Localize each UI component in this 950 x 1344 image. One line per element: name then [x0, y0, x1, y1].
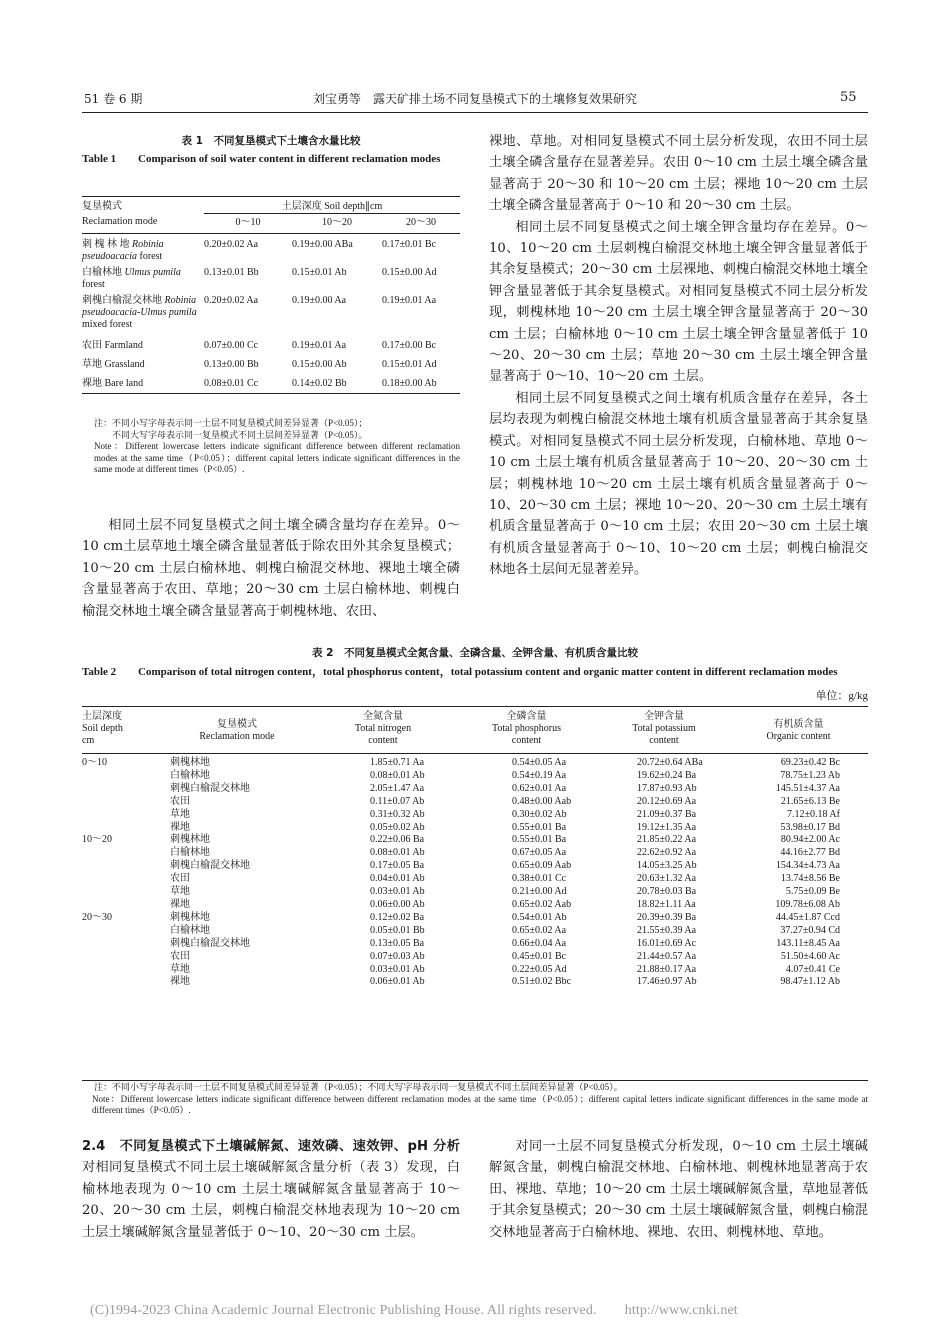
paragraph-alkali-nitrogen: 对同一土层不同复垦模式分析发现，0～10 cm 土层土壤碱解氮含量，刺槐白榆混交林地、白榆林地、刺槐林地显著高于农田、裸地、草地；10～20 cm 土层土壤碱解氮含量，草地显著低于其余复垦模式；20～30 cm 土层土壤碱解氮含量，刺槐白榆混交林地显著高于白榆林地、裸地、农田、刺槐林地、草地。 [489, 1139, 868, 1240]
right-column-text [489, 131, 868, 581]
t2-head-om: 有机质含量 Organic content [766, 719, 831, 742]
t2-row [82, 873, 868, 886]
t1-row: 农田 Farmland 0.07±0.00 Cc 0.19±0.01 Aa 0.17±0.00 Bc [82, 340, 437, 351]
t2-cell-d [82, 938, 162, 951]
t2-cell-m: 刺槐林地 [170, 757, 210, 768]
paragraph-total-potassium: 相同土层不同复垦模式之间土壤全钾含量均存在差异。0～10、10～20 cm 土层刺槐白榆混交林地土壤全钾含量显著低于其余复垦模式；20～30 cm 土层裸地、刺槐白榆混交林地土壤全钾含量显著低于其余复垦模式。对相同复垦模式不同土层分析发现，刺槐林地 10～20 cm 土层土壤全钾含量显著高于 20～30 cm 土层；白榆林地 0～10 cm 土层土壤全钾含量显著低于 10～20、20～30 cm 土层；草地 20～30 cm 土层土壤全钾含量显著高于 0～10、10～20 cm 土层。 [489, 219, 868, 385]
t2-cell-n: 0.17±0.05 Ba [370, 860, 425, 872]
t2-cell-d [82, 899, 162, 912]
t1-row: 刺槐白榆混交林地 Robinia pseudoacacia-Ulmus pumila mixed forest 0.20±0.02 Aa 0.19±0.00 Aa 0.19±0.01 Aa [82, 295, 437, 330]
t2-cell-om: 13.74±8.56 Be [780, 873, 840, 885]
t2-cell-om: 44.45±1.87 Ccd [775, 911, 840, 923]
t2-cell-p: 0.62±0.01 Aa [512, 782, 567, 794]
t2-cell-m: 白榆林地 [170, 847, 210, 859]
t2-cell-p: 0.65±0.02 Aa [512, 924, 567, 936]
t2-cell-p: 0.54±0.01 Ab [512, 911, 567, 923]
t2-cell-p: 0.55±0.01 Ba [512, 834, 567, 846]
t2-cell-n: 0.08±0.01 Ab [370, 847, 425, 859]
t2-row [82, 754, 868, 770]
section-2-4 [82, 1136, 460, 1243]
t2-cell-k: 21.44±0.57 Aa [637, 950, 697, 962]
table1-caption-en: Table 1 Comparison of soil water content in different reclamation modes [82, 153, 441, 165]
t2-cell-d [82, 796, 162, 809]
t2-cell-d [82, 964, 162, 977]
t2-cell-om: 154.34±4.73 Aa [775, 860, 840, 872]
t2-row [82, 964, 868, 977]
t2-head-k: 全钾含量 Total potassium content [632, 711, 696, 746]
table2-caption-en: Table 2 Comparison of total nitrogen content，total phosphorus content，total potassium content and organic matter content in different reclamation modes [82, 666, 838, 678]
t2-cell-om: 7.12±0.18 Af [787, 808, 840, 820]
t2-cell-p: 0.45±0.01 Bc [512, 950, 567, 962]
t2-cell-om: 53.98±0.17 Bd [780, 821, 840, 833]
t2-cell-m: 农田 [170, 873, 190, 885]
t2-cell-k: 21.09±0.37 Ba [637, 808, 697, 820]
t2-cell-d [82, 770, 162, 783]
t2-row [82, 925, 868, 938]
table2-unit: 单位：g/kg [815, 690, 868, 702]
t2-cell-k: 20.39±0.39 Ba [637, 911, 697, 923]
t2-cell-p: 0.66±0.04 Aa [512, 937, 567, 949]
t2-cell-n: 2.05±1.47 Aa [370, 782, 425, 794]
copyright-footer: (C)1994-2023 China Academic Journal Electronic Publishing House. All rights reserved. http://www.cnki.net [90, 1303, 738, 1318]
t2-cell-p: 0.38±0.01 Cc [512, 873, 567, 885]
table1-note: 注：不同小写字母表示同一土层不同复垦模式间差异显著（P<0.05）； 不同大写字母表示同一复垦模式不同土层间差异显著（P<0.05）。 Note：Different lowercase letters indicate significant difference between different reclamation modes at the same time（P<0.05）；different capital letters indicate significant differences in the same mode at different times（P<0.05）. [94, 418, 460, 474]
t2-cell-p: 0.55±0.01 Ba [512, 821, 567, 833]
table2 [82, 707, 868, 989]
t2-cell-p: 0.67±0.05 Aa [512, 847, 567, 859]
t2-cell-m: 刺槐林地 [170, 834, 210, 846]
t2-head-depth: 土层深度 Soil depth cm [82, 711, 123, 746]
t2-cell-m: 刺槐白榆混交林地 [170, 937, 250, 949]
t1-row: 刺 槐 林 地 Robinia pseudoacacia forest 0.20±0.02 Aa 0.19±0.00 ABa 0.17±0.01 Bc [82, 239, 437, 262]
t2-cell-d [82, 873, 162, 886]
t2-cell-n: 0.13±0.05 Ba [370, 937, 425, 949]
t2-cell-p: 0.54±0.05 Aa [512, 757, 567, 768]
t2-cell-om: 145.51±4.37 Aa [775, 782, 840, 794]
paragraph-organic-matter: 相同土层不同复垦模式之间土壤有机质含量存在差异，各土层均表现为刺槐白榆混交林地土壤有机质含量显著高于其余复垦模式。对相同复垦模式不同土层分析发现，白榆林地、草地 0～10 cm 土层土壤有机质含量显著高于 10～20、20～30 cm 土层；刺槐林地 10～20 cm 土层土壤有机质含量显著高于 0～10、20～30 cm 土层；裸地 10～20、20～30 cm 土层土壤有机质含量显著高于 0～10 cm 土层；农田 20～30 cm 土层土壤有机质含量显著高于 0～10、10～20 cm 土层；刺槐白榆混交林地各土层间无显著差异。 [489, 390, 868, 578]
t2-cell-d [82, 809, 162, 822]
t1-head-mode-en: Reclamation mode [82, 214, 204, 234]
t2-cell-m: 白榆林地 [170, 924, 210, 936]
t1-head-mode-cn: 复垦模式 [82, 201, 122, 212]
t2-cell-n: 0.06±0.01 Ab [370, 976, 425, 988]
t2-cell-m: 农田 [170, 795, 190, 807]
t2-cell-n: 0.08±0.01 Ab [370, 769, 425, 781]
t2-cell-om: 21.65±6.13 Be [780, 795, 840, 807]
t2-cell-n: 0.07±0.03 Ab [370, 950, 425, 962]
t2-row [82, 912, 868, 925]
t2-cell-m: 草地 [170, 963, 190, 975]
t2-cell-d: 0～10 [82, 757, 107, 768]
t2-cell-om: 78.75±1.23 Ab [780, 769, 840, 781]
t2-row [82, 809, 868, 822]
t2-cell-d: 10～20 [82, 834, 112, 846]
t2-cell-k: 20.72±0.64 ABa [637, 757, 703, 768]
t2-row [82, 976, 868, 989]
t2-cell-n: 0.03±0.01 Ab [370, 886, 425, 898]
t2-cell-k: 22.62±0.92 Aa [637, 847, 697, 859]
t2-cell-k: 19.12±1.35 Aa [637, 821, 697, 833]
t2-cell-k: 18.82±1.11 Aa [637, 898, 696, 910]
t2-cell-om: 51.50±4.60 Ac [780, 950, 840, 962]
t1-col-1: 10～20 [292, 214, 382, 234]
table1 [82, 197, 460, 394]
t1-head-depth: 土层深度 Soil depth∥cm [204, 197, 460, 214]
t1-row: 白榆林地 Ulmus pumila forest 0.13±0.01 Bb 0.15±0.01 Ab 0.15±0.00 Ad [82, 267, 437, 290]
t2-cell-om: 143.11±8.45 Aa [776, 937, 840, 949]
t2-cell-m: 刺槐白榆混交林地 [170, 860, 250, 872]
t2-cell-p: 0.30±0.02 Ab [512, 808, 567, 820]
t2-cell-k: 14.05±3.25 Ab [637, 860, 697, 872]
t2-row [82, 886, 868, 899]
t2-cell-n: 0.12±0.02 Ba [370, 911, 425, 923]
t2-cell-n: 0.11±0.07 Ab [370, 795, 425, 807]
t2-cell-n: 0.05±0.02 Ab [370, 821, 425, 833]
t2-row [82, 822, 868, 835]
t2-cell-om: 44.16±2.77 Bd [780, 847, 840, 859]
t2-row [82, 847, 868, 860]
t2-cell-d: 20～30 [82, 911, 112, 923]
t2-cell-n: 1.85±0.71 Aa [370, 757, 425, 768]
t2-row [82, 834, 868, 847]
t2-cell-n: 0.03±0.01 Ab [370, 963, 425, 975]
t2-cell-k: 21.55±0.39 Aa [637, 924, 697, 936]
t1-col-2: 20～30 [382, 214, 460, 234]
table1-caption-cn: 表 1 不同复垦模式下土壤含水量比较 [181, 135, 361, 147]
t2-cell-d [82, 886, 162, 899]
t2-cell-om: 5.75±0.09 Be [785, 886, 840, 898]
t2-row [82, 938, 868, 951]
table2-caption-cn: 表 2 不同复垦模式全氮含量、全磷含量、全钾含量、有机质含量比较 [312, 647, 638, 659]
t2-row [82, 899, 868, 912]
paragraph-total-phosphorus: 相同土层不同复垦模式之间土壤全磷含量均存在差异。0～10 cm土层草地土壤全磷含量显著低于除农田外其余复垦模式；10～20 cm 土层白榆林地、刺槐白榆混交林地、裸地土壤全磷含量显著高于农田、草地；20～30 cm 土层白榆林地、刺槐白榆混交林地土壤全磷含量显著高于刺槐林地、农田、 [82, 518, 460, 619]
t2-cell-k: 21.88±0.17 Aa [637, 963, 697, 975]
table2-note: 注：不同小写字母表示同一土层不同复垦模式间差异显著（P<0.05）；不同大写字母表示同一复垦模式不同土层间差异显著（P<0.05）。 Note：Different lowercase letters indicate significant difference between different reclamation modes at the same time（P<0.05）；different capital letters indicate significant differences in the same mode at different times（P<0.05）. [92, 1082, 868, 1115]
t2-cell-n: 0.04±0.01 Ab [370, 873, 425, 885]
t2-cell-p: 0.65±0.09 Aab [512, 860, 572, 872]
t2-cell-om: 69.23±0.42 Bc [780, 757, 840, 768]
t2-cell-n: 0.05±0.01 Bb [370, 924, 425, 936]
t2-row [82, 860, 868, 873]
t2-cell-k: 17.46±0.97 Ab [637, 976, 697, 988]
paragraph-phosphorus-cont: 裸地、草地。对相同复垦模式不同土层分析发现，农田不同土层土壤全磷含量存在显著差异。农田 0～10 cm 土层土壤全磷含量显著高于 20～30 和 10～20 cm 土层；裸地 10～20 cm 土层土壤全磷含量显著高于 0～10 和 20～30 cm 土层。 [489, 134, 868, 214]
t2-cell-n: 0.22±0.06 Ba [370, 834, 425, 846]
t2-cell-m: 裸地 [170, 898, 190, 910]
t2-cell-om: 98.47±1.12 Ab [780, 976, 840, 988]
section-2-4-text: 对相同复垦模式不同土层土壤碱解氮含量分析（表 3）发现，白榆林地表现为 0～10 cm 土层土壤碱解氮含量显著高于 10～20、20～30 cm 土层，刺槐白榆混交林地表现为 10～20 cm 土层土壤碱解氮含量显著低于 0～10、20～30 cm 土层。 [82, 1160, 460, 1240]
header-rule [82, 112, 868, 113]
t2-cell-n: 0.06±0.00 Ab [370, 898, 425, 910]
t1-col-0: 0～10 [204, 214, 292, 234]
t2-cell-p: 0.22±0.05 Ad [512, 963, 567, 975]
t2-cell-k: 20.78±0.03 Ba [637, 886, 697, 898]
running-title: 刘宝勇等 露天矿排土场不同复垦模式下的土壤修复效果研究 [312, 92, 637, 106]
t2-cell-k: 20.12±0.69 Aa [637, 795, 697, 807]
t2-cell-om: 109.78±6.08 Ab [775, 898, 840, 910]
t2-cell-om: 37.27±0.94 Cd [780, 924, 840, 936]
t2-cell-d [82, 860, 162, 873]
t2-row [82, 783, 868, 796]
t2-cell-d [82, 783, 162, 796]
t2-cell-p: 0.21±0.00 Ad [512, 886, 567, 898]
t2-cell-om: 4.07±0.41 Ce [785, 963, 840, 975]
t2-head-p: 全磷含量 Total phosphorus content [491, 711, 562, 746]
table2-bottom-rule [82, 1080, 868, 1081]
journal-volume: 51 卷 6 期 [84, 92, 143, 106]
t2-cell-k: 20.63±1.32 Aa [637, 873, 697, 885]
t2-cell-m: 草地 [170, 886, 190, 898]
t2-cell-k: 19.62±0.24 Ba [637, 769, 697, 781]
t2-cell-d [82, 822, 162, 835]
t2-cell-d [82, 951, 162, 964]
t2-cell-m: 刺槐林地 [170, 911, 210, 923]
t2-cell-om: 80.94±2.00 Ac [780, 834, 840, 846]
t2-row [82, 951, 868, 964]
t1-row: 裸地 Bare land 0.08±0.01 Cc 0.14±0.02 Bb 0.18±0.00 Ab [82, 371, 460, 394]
t2-row [82, 770, 868, 783]
t2-cell-m: 草地 [170, 808, 190, 820]
t2-cell-d [82, 976, 162, 989]
t1-row: 草地 Grassland 0.13±0.00 Bb 0.15±0.00 Ab 0.15±0.01 Ad [82, 359, 437, 370]
t2-cell-d [82, 847, 162, 860]
t2-cell-p: 0.54±0.19 Aa [512, 769, 567, 781]
t2-cell-p: 0.51±0.02 Bbc [512, 976, 572, 988]
t2-cell-p: 0.65±0.02 Aab [512, 898, 572, 910]
t2-cell-m: 农田 [170, 950, 190, 962]
t2-row [82, 796, 868, 809]
t2-head-n: 全氮含量 Total nitrogen content [354, 711, 412, 746]
t2-head-mode: 复垦模式 Reclamation mode [199, 719, 275, 742]
t2-cell-m: 白榆林地 [170, 769, 210, 781]
t2-cell-m: 刺槐白榆混交林地 [170, 782, 250, 794]
t2-cell-k: 17.87±0.93 Ab [637, 782, 697, 794]
t2-cell-k: 16.01±0.69 Ac [637, 937, 697, 949]
section-2-4-title: 2.4 不同复垦模式下土壤碱解氮、速效磷、速效钾、pH 分析 [82, 1139, 460, 1154]
t2-cell-m: 裸地 [170, 976, 190, 988]
t2-cell-n: 0.31±0.32 Ab [370, 808, 425, 820]
t2-cell-k: 21.85±0.22 Aa [637, 834, 697, 846]
t2-cell-m: 裸地 [170, 821, 190, 833]
t2-cell-p: 0.48±0.00 Aab [512, 795, 572, 807]
page-number: 55 [840, 90, 857, 105]
t2-cell-d [82, 925, 162, 938]
table2-body [82, 754, 868, 990]
